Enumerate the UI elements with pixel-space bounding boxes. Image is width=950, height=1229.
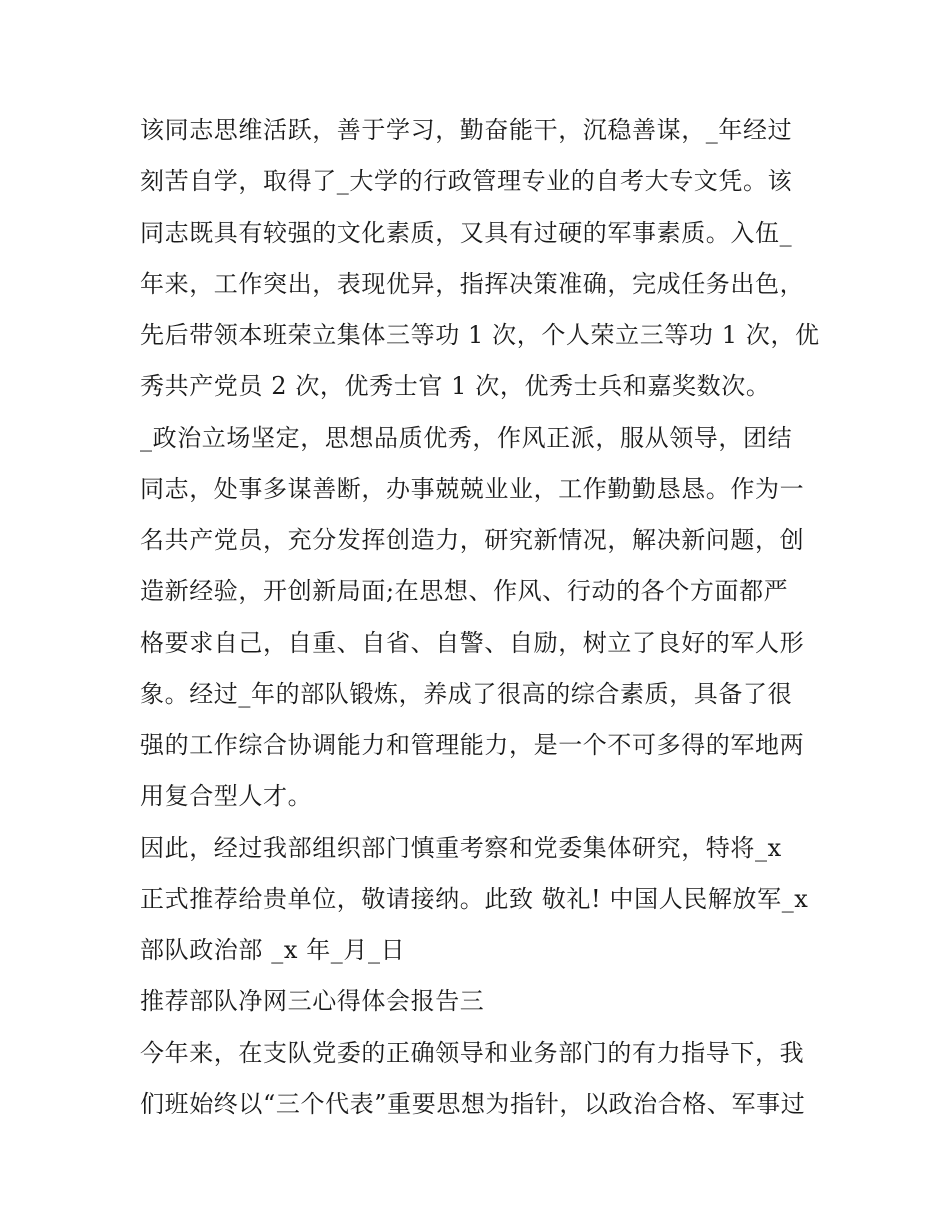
text-line: 名共产党员，充分发挥创造力，研究新情况，解决新问题，创 xyxy=(140,526,805,554)
text-line: 今年来，在支队党委的正确领导和业务部门的有力指导下，我 xyxy=(140,1039,805,1067)
text-line: 格要求自己，自重、自省、自警、自励，树立了良好的军人形 xyxy=(140,629,805,657)
text-line: 秀共产党员 2 次，优秀士官 1 次，优秀士兵和嘉奖数次。 xyxy=(140,372,771,400)
text-line: 刻苦自学，取得了_大学的行政管理专业的自考大专文凭。该 xyxy=(140,167,793,195)
text-line: 正式推荐给贵单位，敬请接纳。此致 敬礼! 中国人民解放军_x xyxy=(140,885,809,913)
text-line: 该同志思维活跃，善于学习，勤奋能干，沉稳善谋，_年经过 xyxy=(140,116,793,144)
text-line: 同志既具有较强的文化素质，又具有过硬的军事素质。入伍_ xyxy=(140,219,793,247)
text-line: 们班始终以“三个代表”重要思想为指针，以政治合格、军事过 xyxy=(140,1090,806,1118)
text-line: 用复合型人才。 xyxy=(140,782,313,810)
text-line: 同志，处事多谋善断，办事兢兢业业，工作勤勤恳恳。作为一 xyxy=(140,475,805,503)
text-line: 部队政治部 _x 年_月_日 xyxy=(140,936,406,964)
text-line: _政治立场坚定，思想品质优秀，作风正派，服从领导，团结 xyxy=(140,424,793,452)
text-line: 先后带领本班荣立集体三等功 1 次，个人荣立三等功 1 次，优 xyxy=(140,321,820,349)
text-line: 强的工作综合协调能力和管理能力，是一个不可多得的军地两 xyxy=(140,731,805,759)
text-line: 年来，工作突出，表现优异，指挥决策准确，完成任务出色， xyxy=(140,270,805,298)
section-heading: 推荐部队净网三心得体会报告三 xyxy=(140,987,485,1015)
text-line: 象。经过_年的部队锻炼，养成了很高的综合素质，具备了很 xyxy=(140,680,793,708)
text-line: 因此，经过我部组织部门慎重考察和党委集体研究，特将_x xyxy=(140,834,782,862)
text-line: 造新经验，开创新局面;在思想、作风、行动的各个方面都严 xyxy=(140,577,789,605)
